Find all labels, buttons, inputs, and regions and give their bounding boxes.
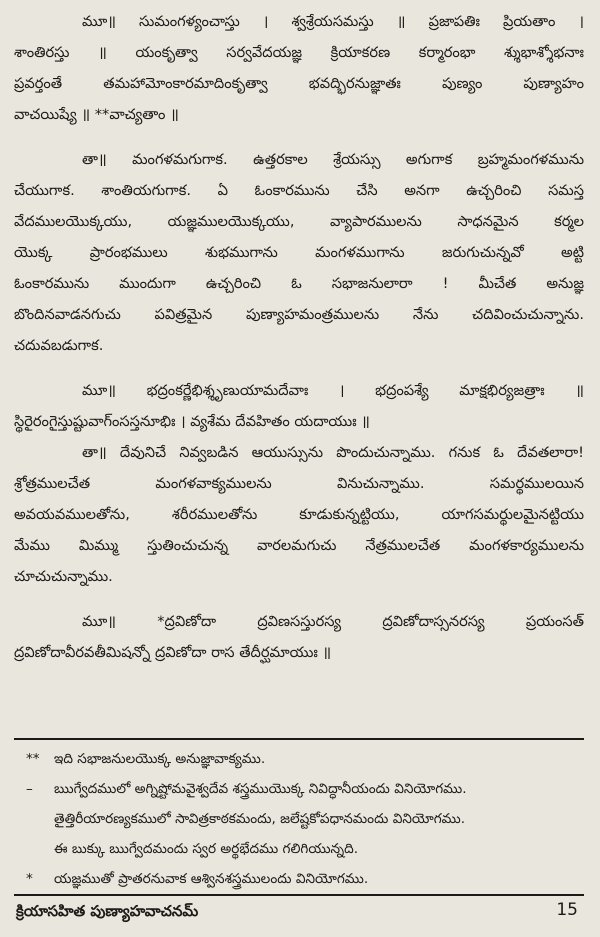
footnote <box>14 834 584 864</box>
footnote-text: యజ్ఞముతో ప్రాతరనువాక ఆశ్వినశస్త్రములందు వినియోగము. <box>54 871 369 887</box>
footnote <box>14 864 584 894</box>
footnote-text: తైత్తిరీయారణ్యకములో సావిత్రకాఠకమందు, జలేష్టకోపధానమందు వినియోగము. <box>54 811 466 827</box>
page-footer <box>14 896 584 926</box>
text-line: మూ॥ *ద్రవిణోదా ద్రవిణసస్తురస్య ద్రవిణోదాస్సనరస్య ప్రయంసత్ <box>82 613 584 630</box>
footnote-mark: * <box>26 871 33 887</box>
footnote-text: ఋగ్వేదములో అగ్నిష్టోమవైశ్వదేవ శస్త్రముయొక్క నివిద్ధానీయందు వినియోగము. <box>54 781 467 797</box>
text-line: తా॥ దేవునిచే నివ్వబడిన ఆయుస్సును పొందుచున్నాము. గనుక ఓ దేవతలారా! <box>82 444 584 461</box>
paragraph-mantra-1 <box>14 6 584 130</box>
text-line: ద్రవిణోదావీరవతీమిషన్నో ద్రవిణోదా రాస తేదీర్ఘమాయుః ॥ <box>14 644 332 661</box>
footnotes <box>14 744 584 894</box>
footnote-text: ఇది సభాజనులయొక్క అనుజ్ఞావాక్యము. <box>54 751 266 767</box>
paragraph-mantra-3 <box>14 606 584 668</box>
text-line: మేము మిమ్ము స్తుతించుచున్న వారలమగుచు నేత్రములచేత మంగళకార్యములను <box>14 537 584 554</box>
text-line: శ్రోత్రములచేత మంగళవాక్యములను వినుచున్నాము. సమర్థములయిన <box>14 475 584 492</box>
footnote-divider <box>14 738 584 740</box>
text-line: ప్రవర్తంతే తమహామోంకారమాదింకృత్వా భవద్భిరనుజ్ఞాతః పుణ్యం పుణ్యాహం <box>14 75 584 92</box>
text-line: ఓంకారమును ముందుగా ఉచ్చరించి ఓ సభాజనులారా ! మీచేత అనుజ్ఞ <box>14 275 584 292</box>
body-text <box>14 6 584 668</box>
footnote-mark: ** <box>26 751 40 767</box>
text-line: చేయుగాక. శాంతియగుగాక. ఏ ఓంకారమును చేసి అనగా ఉచ్చరించి సమస్త <box>14 182 584 199</box>
book-title: క్రియాసహిత పుణ్యాహవాచనమ్ <box>16 902 199 920</box>
text-line: అవయవములతోను, శరీరములతోను కూడుకున్నట్టియు, యాగసమర్థులమైనట్టియు <box>14 506 584 523</box>
page-number: 15 <box>556 900 578 920</box>
text-line: వేదములయొక్కయు, యజ్ఞములయొక్కయు, వ్యాపారములను సాధనమైన కర్మల <box>14 213 584 230</box>
paragraph-meaning-2 <box>14 437 584 592</box>
text-line: మూ॥ భద్రంకర్ణేభిశ్శృణుయామదేవాః । భద్రంపశ్యే మాక్షభిర్యజత్రాః ॥ <box>82 382 584 399</box>
footnote <box>14 744 584 774</box>
text-line: శాంతిరస్తు ॥ యంకృత్వా సర్వవేదయజ్ఞ క్రియాకరణ కర్మారంభా శ్శుభాశ్శోభనాః <box>14 44 584 61</box>
paragraph-mantra-2 <box>14 375 584 437</box>
footnote <box>14 804 584 834</box>
footnote <box>14 774 584 804</box>
text-line: యొక్క ప్రారంభములు శుభముగాను మంగళముగాను జరుగుచున్నవో అట్టి <box>14 244 584 261</box>
document-page <box>14 6 584 931</box>
text-line: చదువబడుగాక. <box>14 337 104 354</box>
text-line: తా॥ మంగళమగుగాక. ఉత్తరకాల శ్రేయస్సు అగుగాక బ్రహ్మమంగళమును <box>82 151 584 168</box>
footnote-text: ఈ బుక్కు ఋగ్వేదమందు స్వర అర్థభేదము గలిగియున్నది. <box>54 841 359 857</box>
paragraph-meaning-1 <box>14 144 584 361</box>
footnote-mark: – <box>26 781 33 797</box>
text-line: చూచుచున్నాము. <box>14 568 113 585</box>
text-line: స్థిరైరంగైస్తుష్టువాగ్ంసస్తనూభిః । వ్యశేమ దేవహితం యదాయుః ॥ <box>14 413 370 430</box>
text-line: బొందినవాడనగుచు పవిత్రమైన పుణ్యాహమంత్రములను నేను చదివించుచున్నాను. <box>14 306 584 323</box>
text-line: వాచయిష్యే ॥ **వాచ్యతాం ॥ <box>14 106 179 123</box>
text-line: మూ॥ సుమంగళ్యంచాస్తు । శ్వశ్రేయసమస్తు ॥ ప్రజాపతిః ప్రియతాం । <box>82 13 584 30</box>
